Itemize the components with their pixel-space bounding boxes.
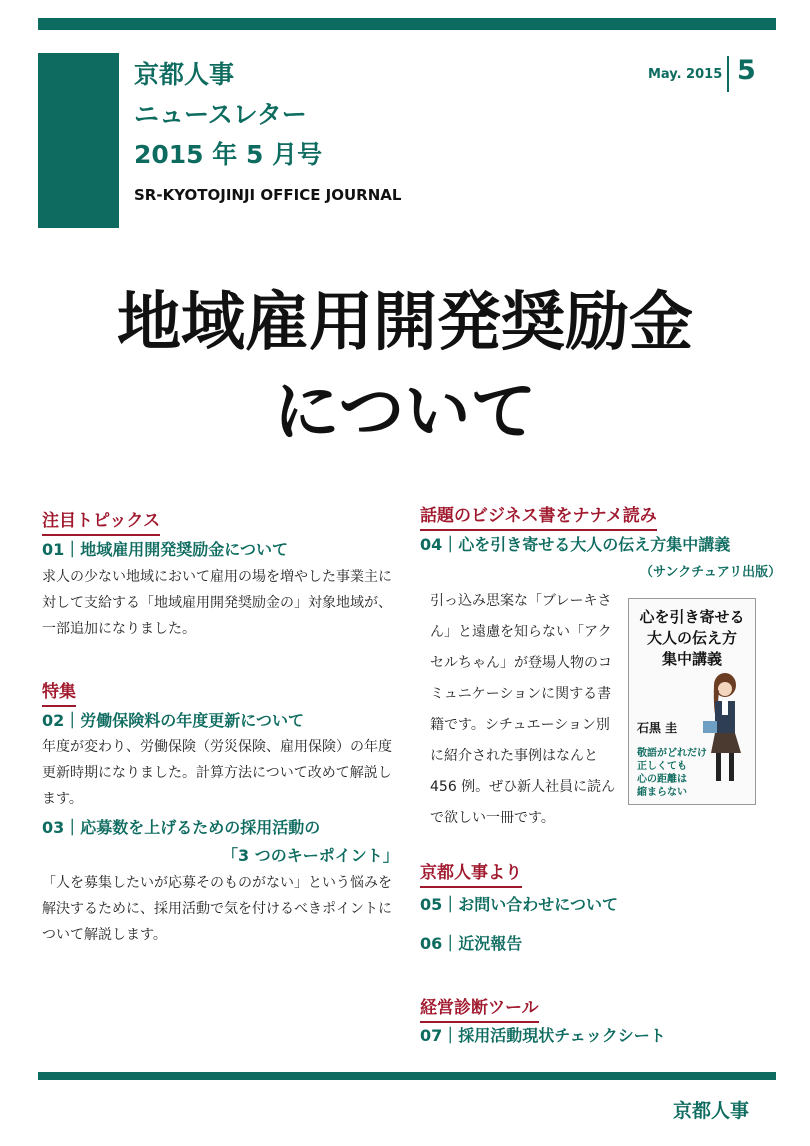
header-brand: 京都人事 — [134, 60, 235, 89]
book-cover-author: 石黒 圭 — [637, 721, 678, 735]
header-divider — [727, 56, 729, 92]
book-cover-image — [628, 598, 756, 805]
section-diagnosis-tool: 経営診断ツール — [420, 993, 539, 1023]
article-04-body: 引っ込み思案な「ブレーキさん」と遠慮を知らない「アクセルちゃん」が登場人物のコミュニケーションに関する書籍です。シチュエーション別に紹介された事例はなんと 456 例。ぜひ新人社員に読んで欲しい一冊です。 — [430, 593, 616, 826]
footer-brand: 京都人事 — [673, 1100, 750, 1122]
section-special: 特集 — [42, 677, 76, 707]
section-topics: 注目トピックス — [42, 506, 160, 536]
article-02-title[interactable]: 02｜労働保険料の年度更新について — [42, 711, 304, 730]
article-01-body: 求人の少ない地域において雇用の場を増やした事業主に対して支給する「地域雇用開発奨励金の」対象地域が、一部追加になりました。 — [42, 569, 392, 637]
header-issue-date: 2015 年 5 月号 — [134, 140, 323, 169]
article-03-body: 「人を募集したいが応募そのものがない」という悩みを解決するために、採用活動で気を付けるべきポイントについて解説します。 — [42, 875, 392, 943]
issue-month: May. 2015 — [648, 67, 723, 82]
journal-name: SR-KYOTOJINJI OFFICE JOURNAL — [134, 186, 402, 204]
header-block — [38, 53, 119, 228]
book-cover-title: 心を引き寄せる 大人の伝え方 集中講義 — [639, 608, 745, 668]
article-06-title[interactable]: 06｜近況報告 — [420, 934, 523, 953]
section-from-office: 京都人事より — [420, 858, 522, 888]
article-02-body: 年度が変わり、労働保険（労災保険、雇用保険）の年度更新時期になりました。計算方法について改めて解説します。 — [42, 739, 392, 807]
bottom-bar — [38, 1072, 776, 1080]
article-05-title[interactable]: 05｜お問い合わせについて — [420, 895, 618, 914]
book-cover-illustration — [701, 671, 749, 797]
main-title-line1: 地域雇用開発奨励金 — [117, 286, 693, 360]
article-07-title[interactable]: 07｜採用活動現状チェックシート — [420, 1026, 666, 1045]
top-bar — [38, 18, 776, 30]
article-04-title[interactable]: 04｜心を引き寄せる大人の伝え方集中講義 — [420, 535, 731, 554]
main-title-line2: について — [273, 373, 537, 450]
header-newsletter: ニュースレター — [134, 100, 307, 129]
book-cover-blurb: 敬語がどれだけ 正しくても 心の距離は 縮まらない — [637, 748, 707, 798]
article-01-title[interactable]: 01｜地域雇用開発奨励金について — [42, 540, 288, 559]
publisher: （サンクチュアリ出版） — [640, 565, 782, 580]
issue-number: 5 — [737, 55, 756, 86]
article-03-title-line2[interactable]: 「3 つのキーポイント」 — [222, 846, 399, 865]
article-03-title[interactable]: 03｜応募数を上げるための採用活動の — [42, 818, 321, 837]
section-book-review: 話題のビジネス書をナナメ読み — [420, 501, 657, 531]
